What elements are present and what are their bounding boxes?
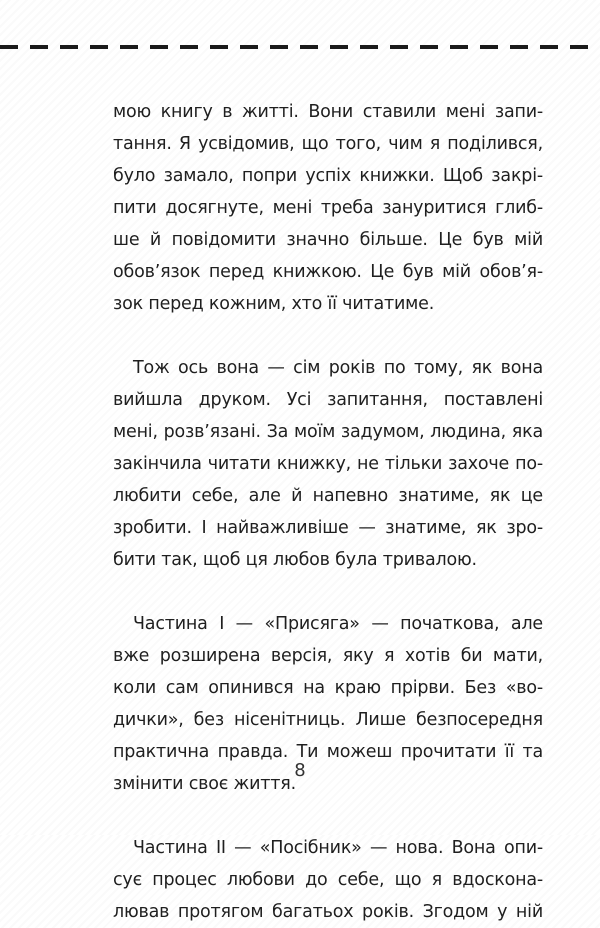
text-line: дички», без нісенітниць. Лише безпосередня	[113, 710, 543, 730]
text-line: лював протягом багатьох років. Згодом у ній	[113, 902, 543, 922]
text-line: бити так, щоб ця любов була тривалою.	[113, 550, 477, 570]
paragraph-4	[113, 832, 543, 928]
paragraph-2	[113, 352, 543, 576]
text-line: закінчила читати книжку, не тільки захоче по-	[113, 454, 543, 474]
text-line: Тож ось вона — сім років по тому, як вона	[133, 358, 543, 378]
text-line: пити досягнуте, мені треба зануритися глиб-	[113, 198, 543, 218]
text-line: мені, розв’язані. За моїм задумом, людина, яка	[113, 422, 543, 442]
text-line: вже розширена версія, яку я хотів би мати,	[113, 646, 543, 666]
paragraph-1	[113, 96, 543, 320]
text-line: Частина II — «Посібник» — нова. Вона опи-	[133, 838, 543, 858]
text-line: зок перед кожним, хто її читатиме.	[113, 294, 435, 314]
text-line: змінити своє життя.	[113, 774, 296, 794]
paragraph-gap	[113, 800, 543, 832]
paragraph-gap	[113, 320, 543, 352]
body-text	[113, 96, 543, 928]
text-line: сує процес любови до себе, що я вдоскона-	[113, 870, 543, 890]
text-line: любити себе, але й напевно знатиме, як це	[113, 486, 543, 506]
text-line: тання. Я усвідомив, що того, чим я поділився,	[113, 134, 543, 154]
paragraph-gap	[113, 576, 543, 608]
text-line: коли сам опинився на краю прірви. Без «во-	[113, 678, 543, 698]
page-number: 8	[294, 760, 306, 781]
text-line: обов’язок перед книжкою. Це був мій обов’я-	[113, 262, 543, 282]
text-line: Частина I — «Присяга» — початкова, але	[133, 614, 543, 634]
text-line: вийшла друком. Усі запитання, поставлені	[113, 390, 543, 410]
text-line: ше й повідомити значно більше. Це був мій	[113, 230, 543, 250]
text-line: практична правда. Ти можеш прочитати її та	[113, 742, 543, 762]
text-line: було замало, попри успіх книжки. Щоб закрі-	[113, 166, 543, 186]
text-line: зробити. І найважливіше — знатиме, як зро-	[113, 518, 543, 538]
text-line: мою книгу в житті. Вони ставили мені запи-	[113, 102, 543, 122]
dashed-header-rule	[0, 45, 600, 49]
